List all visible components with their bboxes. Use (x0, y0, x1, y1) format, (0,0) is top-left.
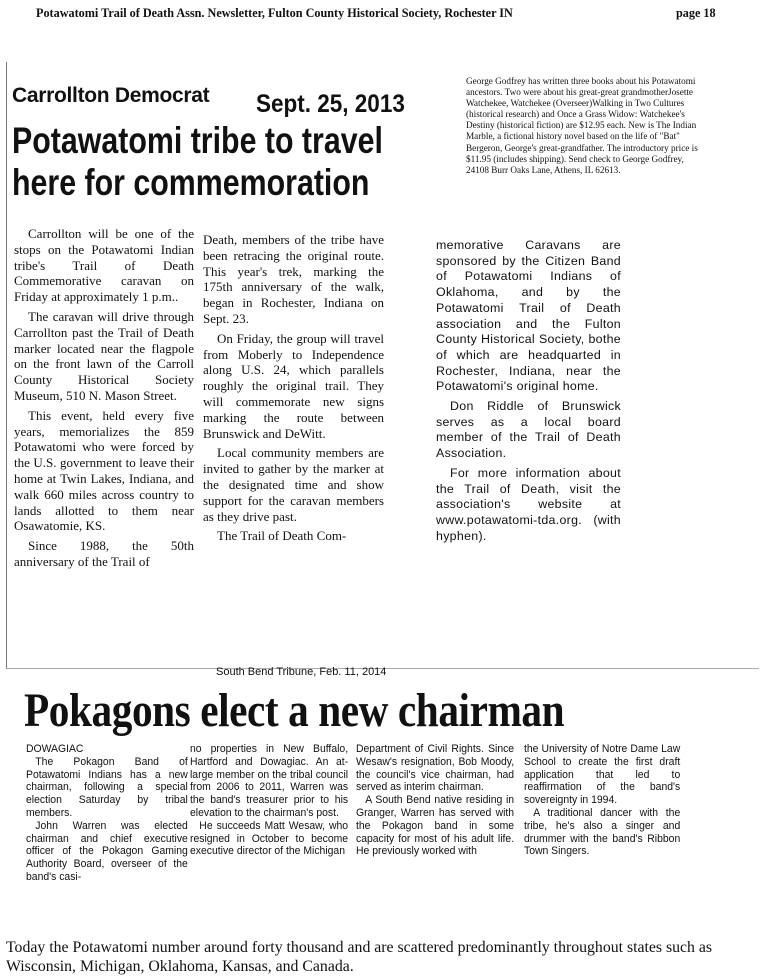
article1-headline (12, 120, 455, 204)
dateline: DOWAGIAC (26, 743, 84, 755)
article1-column-3 (436, 238, 621, 544)
newsletter-header: Potawatomi Trail of Death Assn. Newsletter, Fulton County Historical Society, Rochester IN (36, 6, 513, 20)
paragraph: For more information about the Trail of Death, visit the association's website at www.potawatomi-tda.org. (with hyphen). (436, 465, 621, 543)
paragraph: Department of Civil Rights. Since Wesaw's resignation, Bob Moody, the council's vice chairman, had served as interim chairman. (356, 743, 515, 794)
article2-column-2 (190, 743, 348, 858)
paragraph: On Friday, the group will travel from Moberly to Independence along U.S. 24, which parallels roughly the original trail. They will commemorate new signs marking the route between Brunswick and DeWitt. (203, 330, 384, 441)
paragraph: The Trail of Death Com- (217, 528, 347, 544)
article1-column-1 (14, 226, 194, 570)
paragraph: John Warren was elected chairman and chief executive officer of the Pokagon Gaming Authority Board, overseer of the band's casi- (26, 819, 188, 883)
page-number: page 18 (676, 6, 716, 20)
article2-source: South Bend Tribune, Feb. 11, 2014 (216, 666, 387, 678)
paragraph: He succeeds Matt Wesaw, who resigned in October to become executive director of the Michigan (190, 819, 349, 858)
article2-column-3 (356, 743, 514, 858)
paragraph: Local community members are invited to gather by the marker at the designated time and show support for the caravan members as they drive past. (203, 445, 384, 524)
article2-column-1 (26, 743, 188, 884)
article1-source: Carrollton Democrat (12, 84, 210, 107)
article1-headline-line2: here for commemoration (12, 162, 370, 203)
paragraph: This event, held every five years, memorializes the 859 Potawatomi who were forced by the U.S. government to leave their home at Twin Lakes, Indiana, and walk 660 miles across country to lands allotted to them near Osawatomie, KS. (14, 407, 194, 534)
paragraph: Carrollton will be one of the stops on the Potawatomi Indian tribe's Trail of Death Commemorative caravan on Friday at approximately 1 p.m.. (14, 226, 194, 305)
paragraph: A South Bend native residing in Granger, Warren has served with the Pokagon band in some capacity for most of his adult life. He previously worked with (356, 794, 515, 858)
paragraph: Death, members of the tribe have been retracing the original route. This year's trek, marking the 175th anniversary of the walk, began in Rochester, Indiana on Sept. 23. (203, 232, 384, 326)
book-blurb: George Godfrey has written three books about his Potawatomi ancestors. Two were about his great-great grandmotherJosette Watchekee, Watchekee (Overseer)Walking in Two Cultures (historical research) and Once a Grass Widow: Watchekee's Destiny (historical fiction) are $12.95 each. New is The Indian Marble, a fictional history novel based on the life of "Bat" Bergeron, George's great-grandfather. The introductory price is $11.95 (includes shipping). Send check to George Godfrey, 24108 Burr Oaks Lane, Athens, IL 62613. (466, 76, 698, 175)
paragraph: no properties in New Buffalo, Hartford and Dowagiac. An at-large member on the tribal council from 2006 to 2011, Warren was the band's treasurer prior to his elevation to the chairman's post. (190, 743, 349, 819)
paragraph: The Pokagon Band of Potawatomi Indians has a new chairman, following a special election Saturday by tribal members. (26, 755, 188, 819)
paragraph: Don Riddle of Brunswick serves as a local board member of the Trail of Death Association. (436, 399, 621, 461)
article1-headline-line1: Potawatomi tribe to travel (12, 120, 383, 161)
paragraph: the University of Notre Dame Law School to create the first draft application that led to reaffirmation of the band's sovereignty in 1994. (524, 743, 681, 807)
paragraph: memorative Caravans are sponsored by the Citizen Band of Potawatomi Indians of Oklahoma, and by the Potawatomi Trail of Death association and the Fulton County Historical Society, bothe of which are headquarted in Rochester, Indiana, near the Potawatomi's original home. (436, 238, 621, 394)
article2-headline: Pokagons elect a new chairman (24, 684, 565, 737)
paragraph: Since 1988, the 50th anniversary of the Trail of (14, 538, 194, 569)
article1-column-2 (203, 232, 384, 544)
article1-date: Sept. 25, 2013 (256, 90, 405, 118)
paragraph: The caravan will drive through Carrollton past the Trail of Death marker located near the flagpole on the front lawn of the Carroll County Historical Society Museum, 510 N. Mason Street. (14, 308, 194, 403)
paragraph: A traditional dancer with the tribe, he's also a singer and drummer with the band's Ribbon Town Singers. (524, 806, 681, 858)
footer-note: Today the Potawatomi number around forty thousand and are scattered predominantly throughout states such as Wisconsin, Michigan, Oklahoma, Kansas, and Canada. (6, 939, 713, 975)
article2-column-4 (524, 743, 680, 858)
